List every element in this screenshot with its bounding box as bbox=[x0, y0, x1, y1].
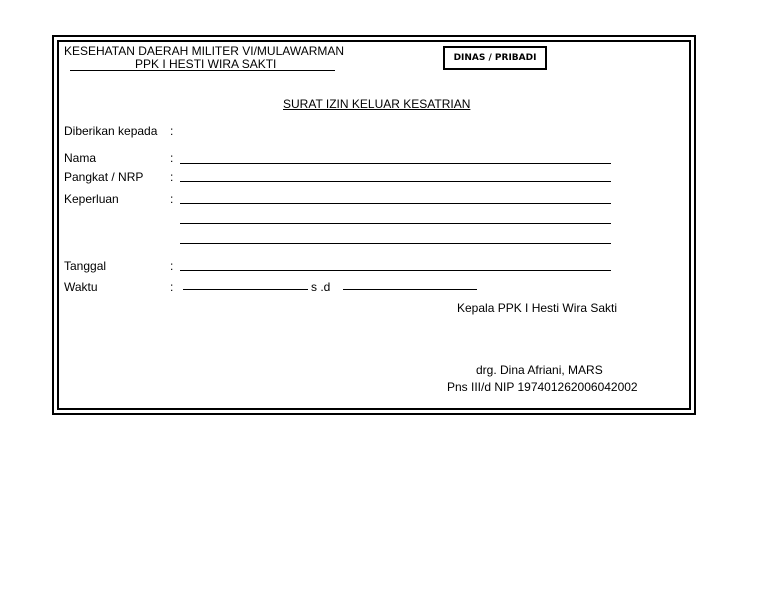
form-inner-border bbox=[57, 40, 691, 410]
given-to-label: Diberikan kepada bbox=[64, 124, 158, 138]
document-title: SURAT IZIN KELUAR KESATRIAN bbox=[283, 97, 471, 111]
given-to-colon: : bbox=[170, 124, 174, 138]
purpose-field-line-2[interactable] bbox=[180, 223, 611, 224]
time-from-line[interactable] bbox=[183, 289, 308, 290]
name-colon: : bbox=[170, 151, 174, 165]
status-badge: DINAS / PRIBADI bbox=[443, 46, 547, 70]
purpose-field-line-1[interactable] bbox=[180, 203, 611, 204]
time-to-line[interactable] bbox=[343, 289, 477, 290]
signature-role: Kepala PPK I Hesti Wira Sakti bbox=[457, 301, 618, 315]
date-label: Tanggal bbox=[64, 259, 107, 273]
name-field-line[interactable] bbox=[180, 163, 611, 164]
rank-label: Pangkat / NRP bbox=[64, 170, 144, 184]
org-line-1: KESEHATAN DAERAH MILITER VI/MULAWARMAN bbox=[64, 44, 345, 58]
time-colon: : bbox=[170, 280, 174, 294]
time-until-label: s .d bbox=[311, 280, 331, 294]
signature-name: drg. Dina Afriani, MARS bbox=[476, 363, 603, 377]
org-line-2: PPK I HESTI WIRA SAKTI bbox=[135, 57, 277, 71]
date-colon: : bbox=[170, 259, 174, 273]
date-field-line[interactable] bbox=[180, 270, 611, 271]
time-label: Waktu bbox=[64, 280, 98, 294]
signature-nip: Pns III/d NIP 197401262006042002 bbox=[447, 380, 638, 394]
name-label: Nama bbox=[64, 151, 97, 165]
purpose-label: Keperluan bbox=[64, 192, 119, 206]
rank-field-line[interactable] bbox=[180, 181, 611, 182]
rank-colon: : bbox=[170, 170, 174, 184]
purpose-colon: : bbox=[170, 192, 174, 206]
purpose-field-line-3[interactable] bbox=[180, 243, 611, 244]
